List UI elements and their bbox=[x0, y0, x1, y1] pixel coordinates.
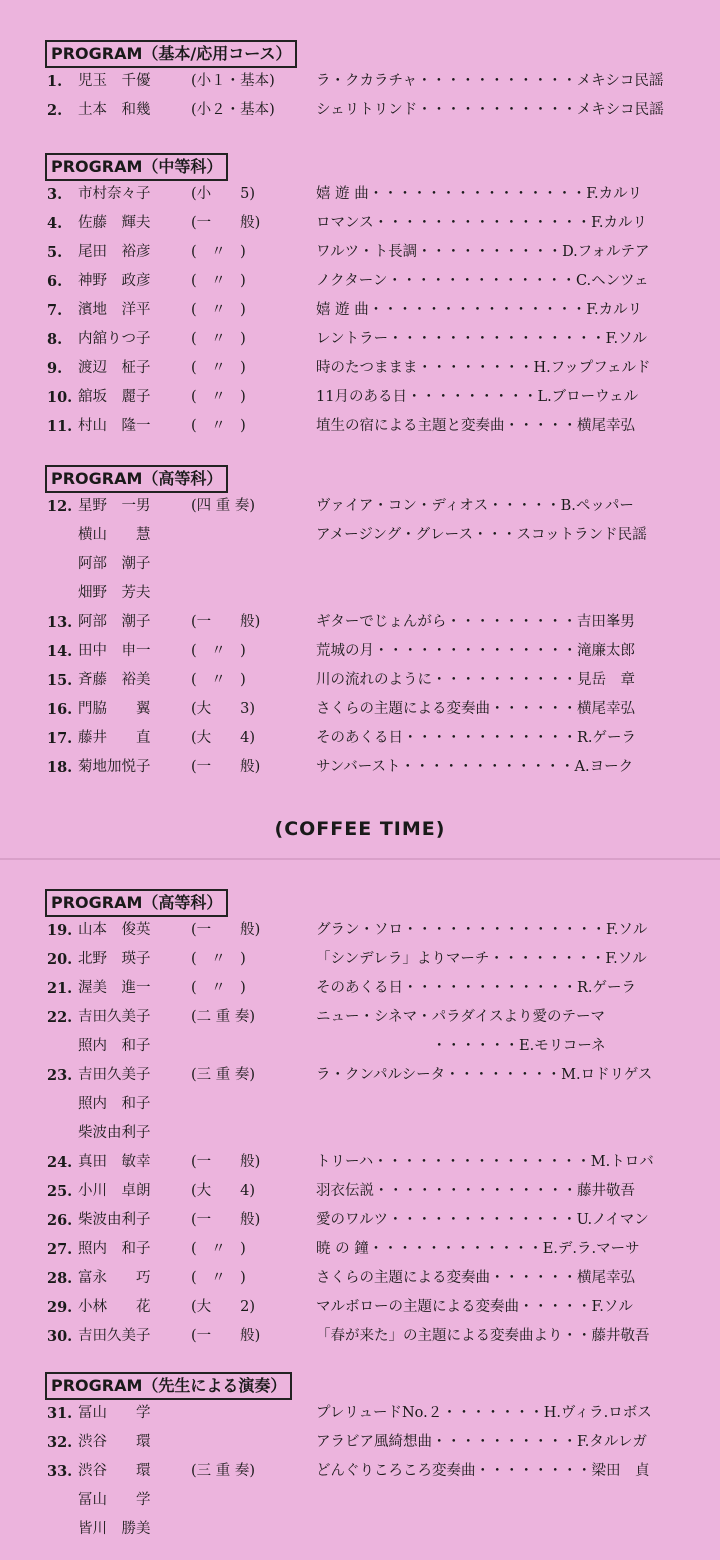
program-row bbox=[0, 1323, 720, 1350]
program-row bbox=[0, 326, 720, 353]
program-row bbox=[0, 1400, 720, 1427]
performer-name: 土本 和幾 bbox=[78, 102, 151, 118]
program-row bbox=[0, 522, 720, 549]
performer-category: (一 般) bbox=[191, 922, 261, 938]
performer-name: 冨山 学 bbox=[78, 1492, 151, 1508]
program-row bbox=[0, 1120, 720, 1147]
piece-title-composer: 時のたつままま・・・・・・・・H.フップフェルド bbox=[316, 360, 651, 376]
performer-category: ( 〃 ) bbox=[191, 672, 246, 688]
performer-category: ( 〃 ) bbox=[191, 331, 246, 347]
program-row bbox=[0, 493, 720, 520]
program-row bbox=[0, 725, 720, 752]
piece-title-composer: 暁 の 鐘・・・・・・・・・・・・E.デ.ラ.マーサ bbox=[316, 1241, 640, 1257]
piece-title-composer: プレリュードNo.２・・・・・・・H.ヴィラ.ロボス bbox=[316, 1405, 652, 1421]
performer-number: 15. bbox=[47, 672, 73, 689]
performer-number: 26. bbox=[47, 1212, 73, 1229]
performer-name: 阿部 潮子 bbox=[78, 556, 151, 572]
performer-name: 渡辺 柾子 bbox=[78, 360, 151, 376]
performer-name: 柴波由利子 bbox=[78, 1212, 151, 1228]
performer-number: 1. bbox=[47, 73, 63, 90]
performer-name: 皆川 勝美 bbox=[78, 1521, 151, 1537]
piece-title-composer: ワルツ・ト長調・・・・・・・・・・D.フォルテア bbox=[316, 244, 650, 260]
performer-name: 吉田久美子 bbox=[78, 1009, 151, 1025]
program-row bbox=[0, 1033, 720, 1060]
program-row bbox=[0, 413, 720, 440]
performer-number: 4. bbox=[47, 215, 63, 232]
piece-title-composer: そのあくる日・・・・・・・・・・・・R.ゲーラ bbox=[316, 730, 637, 746]
piece-title-composer: 荒城の月・・・・・・・・・・・・・・滝廉太郎 bbox=[316, 643, 635, 659]
performer-name: 吉田久美子 bbox=[78, 1328, 151, 1344]
section-heading: PROGRAM（中等科） bbox=[45, 153, 228, 181]
performer-name: 小林 花 bbox=[78, 1299, 151, 1315]
program-row bbox=[0, 609, 720, 636]
program-row bbox=[0, 1004, 720, 1031]
program-row bbox=[0, 181, 720, 208]
performer-category: (小 5) bbox=[191, 186, 256, 202]
performer-category: (一 般) bbox=[191, 759, 261, 775]
performer-number: 23. bbox=[47, 1067, 73, 1084]
piece-title-composer: ・・・・・・E.モリコーネ bbox=[316, 1038, 606, 1054]
piece-title-composer: 愛のワルツ・・・・・・・・・・・・・U.ノイマン bbox=[316, 1212, 649, 1228]
performer-name: 横山 慧 bbox=[78, 527, 151, 543]
piece-title-composer: 「春が来た」の主題による変奏曲より・・藤井敬吾 bbox=[316, 1328, 650, 1344]
piece-title-composer: 羽衣伝説・・・・・・・・・・・・・・藤井敬吾 bbox=[316, 1183, 635, 1199]
performer-number: 22. bbox=[47, 1009, 73, 1026]
performer-name: 小川 卓朗 bbox=[78, 1183, 151, 1199]
program-row bbox=[0, 68, 720, 95]
performer-number: 27. bbox=[47, 1241, 73, 1258]
program-row bbox=[0, 384, 720, 411]
performer-category: (大 3) bbox=[191, 701, 256, 717]
section-heading: PROGRAM（基本/応用コース） bbox=[45, 40, 297, 68]
piece-title-composer: ヴァイア・コン・ディオス・・・・・B.ペッパー bbox=[316, 498, 634, 514]
program-row bbox=[0, 667, 720, 694]
performer-category: ( 〃 ) bbox=[191, 418, 246, 434]
performer-name: 田中 申一 bbox=[78, 643, 151, 659]
program-row bbox=[0, 1178, 720, 1205]
performer-number: 31. bbox=[47, 1405, 73, 1422]
piece-title-composer: 「シンデレラ」よりマーチ・・・・・・・・F.ソル bbox=[316, 951, 647, 967]
page-fold-divider bbox=[0, 858, 720, 860]
performer-number: 17. bbox=[47, 730, 73, 747]
piece-title-composer: シェリトリンド・・・・・・・・・・・メキシコ民謡 bbox=[316, 102, 664, 118]
performer-category: (一 般) bbox=[191, 614, 261, 630]
piece-title-composer: アメージング・グレース・・・スコットランド民謡 bbox=[316, 527, 647, 543]
performer-name: 照内 和子 bbox=[78, 1241, 151, 1257]
performer-name: 斉藤 裕美 bbox=[78, 672, 151, 688]
performer-category: (一 般) bbox=[191, 1154, 261, 1170]
performer-category: ( 〃 ) bbox=[191, 1270, 246, 1286]
performer-number: 9. bbox=[47, 360, 63, 377]
piece-title-composer: ギターでじょんがら・・・・・・・・・吉田峯男 bbox=[316, 614, 635, 630]
performer-name: 冨山 学 bbox=[78, 1405, 151, 1421]
program-row bbox=[0, 754, 720, 781]
performer-category: (二 重 奏) bbox=[191, 1009, 256, 1025]
performer-number: 20. bbox=[47, 951, 73, 968]
piece-title-composer: ラ・クンパルシータ・・・・・・・・M.ロドリゲス bbox=[316, 1067, 653, 1083]
piece-title-composer: サンバースト・・・・・・・・・・・・A.ヨーク bbox=[316, 759, 634, 775]
performer-category: ( 〃 ) bbox=[191, 244, 246, 260]
performer-name: 門脇 翼 bbox=[78, 701, 151, 717]
performer-category: ( 〃 ) bbox=[191, 643, 246, 659]
program-row bbox=[0, 239, 720, 266]
program-row bbox=[0, 1294, 720, 1321]
performer-number: 8. bbox=[47, 331, 63, 348]
performer-category: (小１・基本) bbox=[191, 73, 275, 89]
performer-category: (小２・基本) bbox=[191, 102, 275, 118]
performer-name: 阿部 潮子 bbox=[78, 614, 151, 630]
performer-name: 渥美 進一 bbox=[78, 980, 151, 996]
performer-number: 13. bbox=[47, 614, 73, 631]
piece-title-composer: 埴生の宿による主題と変奏曲・・・・・横尾幸弘 bbox=[316, 418, 635, 434]
performer-category: (三 重 奏) bbox=[191, 1067, 256, 1083]
program-row bbox=[0, 1149, 720, 1176]
piece-title-composer: そのあくる日・・・・・・・・・・・・R.ゲーラ bbox=[316, 980, 637, 996]
performer-category: (三 重 奏) bbox=[191, 1463, 256, 1479]
program-row bbox=[0, 917, 720, 944]
performer-category: (四 重 奏) bbox=[191, 498, 256, 514]
program-row bbox=[0, 97, 720, 124]
performer-category: ( 〃 ) bbox=[191, 1241, 246, 1257]
program-row bbox=[0, 1458, 720, 1485]
performer-category: ( 〃 ) bbox=[191, 360, 246, 376]
piece-title-composer: マルボローの主題による変奏曲・・・・・F.ソル bbox=[316, 1299, 633, 1315]
piece-title-composer: ニュー・シネマ・パラダイスより愛のテーマ bbox=[316, 1009, 605, 1025]
performer-name: 佐藤 輝夫 bbox=[78, 215, 151, 231]
performer-name: 山本 俊英 bbox=[78, 922, 151, 938]
piece-title-composer: さくらの主題による変奏曲・・・・・・横尾幸弘 bbox=[316, 701, 635, 717]
piece-title-composer: さくらの主題による変奏曲・・・・・・横尾幸弘 bbox=[316, 1270, 635, 1286]
section-heading: PROGRAM（先生による演奏） bbox=[45, 1372, 292, 1400]
performer-number: 25. bbox=[47, 1183, 73, 1200]
piece-title-composer: レントラー・・・・・・・・・・・・・・・F.ソル bbox=[316, 331, 648, 347]
performer-name: 富永 巧 bbox=[78, 1270, 151, 1286]
section-heading: PROGRAM（高等科） bbox=[45, 889, 228, 917]
performer-number: 16. bbox=[47, 701, 73, 718]
program-row bbox=[0, 696, 720, 723]
piece-title-composer: ロマンス・・・・・・・・・・・・・・・F.カルリ bbox=[316, 215, 647, 231]
performer-name: 菊地加悦子 bbox=[78, 759, 151, 775]
piece-title-composer: どんぐりころころ変奏曲・・・・・・・・梁田 貞 bbox=[316, 1463, 650, 1479]
performer-category: (大 4) bbox=[191, 1183, 256, 1199]
program-row bbox=[0, 210, 720, 237]
program-row bbox=[0, 1207, 720, 1234]
program-row bbox=[0, 946, 720, 973]
performer-name: 内舘りつ子 bbox=[78, 331, 151, 347]
performer-category: ( 〃 ) bbox=[191, 273, 246, 289]
performer-name: 渋谷 環 bbox=[78, 1434, 151, 1450]
program-row bbox=[0, 1487, 720, 1514]
program-row bbox=[0, 1236, 720, 1263]
performer-number: 6. bbox=[47, 273, 63, 290]
program-row bbox=[0, 1091, 720, 1118]
performer-number: 19. bbox=[47, 922, 73, 939]
performer-category: (一 般) bbox=[191, 215, 261, 231]
piece-title-composer: トリーハ・・・・・・・・・・・・・・・M.トロバ bbox=[316, 1154, 654, 1170]
performer-number: 24. bbox=[47, 1154, 73, 1171]
piece-title-composer: 嬉 遊 曲・・・・・・・・・・・・・・・F.カルリ bbox=[316, 186, 643, 202]
performer-number: 33. bbox=[47, 1463, 73, 1480]
performer-number: 2. bbox=[47, 102, 63, 119]
section-heading: PROGRAM（高等科） bbox=[45, 465, 228, 493]
performer-number: 5. bbox=[47, 244, 63, 261]
piece-title-composer: ラ・クカラチャ・・・・・・・・・・・メキシコ民謡 bbox=[316, 73, 664, 89]
performer-name: 市村奈々子 bbox=[78, 186, 151, 202]
program-row bbox=[0, 355, 720, 382]
performer-name: 照内 和子 bbox=[78, 1038, 151, 1054]
program-row bbox=[0, 268, 720, 295]
program-row bbox=[0, 551, 720, 578]
performer-name: 照内 和子 bbox=[78, 1096, 151, 1112]
performer-number: 7. bbox=[47, 302, 63, 319]
performer-category: (大 4) bbox=[191, 730, 256, 746]
piece-title-composer: 嬉 遊 曲・・・・・・・・・・・・・・・F.カルリ bbox=[316, 302, 643, 318]
performer-number: 28. bbox=[47, 1270, 73, 1287]
performer-number: 12. bbox=[47, 498, 73, 515]
program-row bbox=[0, 1429, 720, 1456]
performer-number: 14. bbox=[47, 643, 73, 660]
performer-category: ( 〃 ) bbox=[191, 389, 246, 405]
performer-category: (一 般) bbox=[191, 1212, 261, 1228]
performer-category: (一 般) bbox=[191, 1328, 261, 1344]
coffee-time-heading: (COFFEE TIME) bbox=[274, 818, 446, 840]
performer-number: 18. bbox=[47, 759, 73, 776]
performer-name: 児玉 千優 bbox=[78, 73, 151, 89]
performer-number: 29. bbox=[47, 1299, 73, 1316]
performer-name: 藤井 直 bbox=[78, 730, 151, 746]
performer-number: 11. bbox=[47, 418, 73, 435]
program-row bbox=[0, 580, 720, 607]
performer-name: 濱地 洋平 bbox=[78, 302, 151, 318]
performer-name: 北野 瑛子 bbox=[78, 951, 151, 967]
performer-name: 畑野 芳夫 bbox=[78, 585, 151, 601]
program-row bbox=[0, 1516, 720, 1543]
piece-title-composer: ノクターン・・・・・・・・・・・・・C.ヘンツェ bbox=[316, 273, 649, 289]
performer-name: 真田 敏幸 bbox=[78, 1154, 151, 1170]
performer-name: 尾田 裕彦 bbox=[78, 244, 151, 260]
performer-number: 10. bbox=[47, 389, 73, 406]
performer-category: ( 〃 ) bbox=[191, 302, 246, 318]
performer-name: 柴波由利子 bbox=[78, 1125, 151, 1141]
program-row bbox=[0, 1062, 720, 1089]
performer-category: (大 2) bbox=[191, 1299, 256, 1315]
piece-title-composer: アラビア風綺想曲・・・・・・・・・・F.タルレガ bbox=[316, 1434, 648, 1450]
piece-title-composer: 11月のある日・・・・・・・・・L.ブローウェル bbox=[316, 389, 639, 405]
performer-category: ( 〃 ) bbox=[191, 980, 246, 996]
performer-name: 星野 一男 bbox=[78, 498, 151, 514]
performer-name: 村山 隆一 bbox=[78, 418, 151, 434]
piece-title-composer: グラン・ソロ・・・・・・・・・・・・・・F.ソル bbox=[316, 922, 648, 938]
performer-name: 舘坂 麗子 bbox=[78, 389, 151, 405]
performer-name: 渋谷 環 bbox=[78, 1463, 151, 1479]
performer-category: ( 〃 ) bbox=[191, 951, 246, 967]
performer-number: 3. bbox=[47, 186, 63, 203]
performer-number: 32. bbox=[47, 1434, 73, 1451]
performer-number: 30. bbox=[47, 1328, 73, 1345]
program-row bbox=[0, 1265, 720, 1292]
piece-title-composer: 川の流れのように・・・・・・・・・・見岳 章 bbox=[316, 672, 635, 688]
program-row bbox=[0, 638, 720, 665]
program-row bbox=[0, 975, 720, 1002]
program-row bbox=[0, 297, 720, 324]
performer-number: 21. bbox=[47, 980, 73, 997]
performer-name: 吉田久美子 bbox=[78, 1067, 151, 1083]
performer-name: 神野 政彦 bbox=[78, 273, 151, 289]
